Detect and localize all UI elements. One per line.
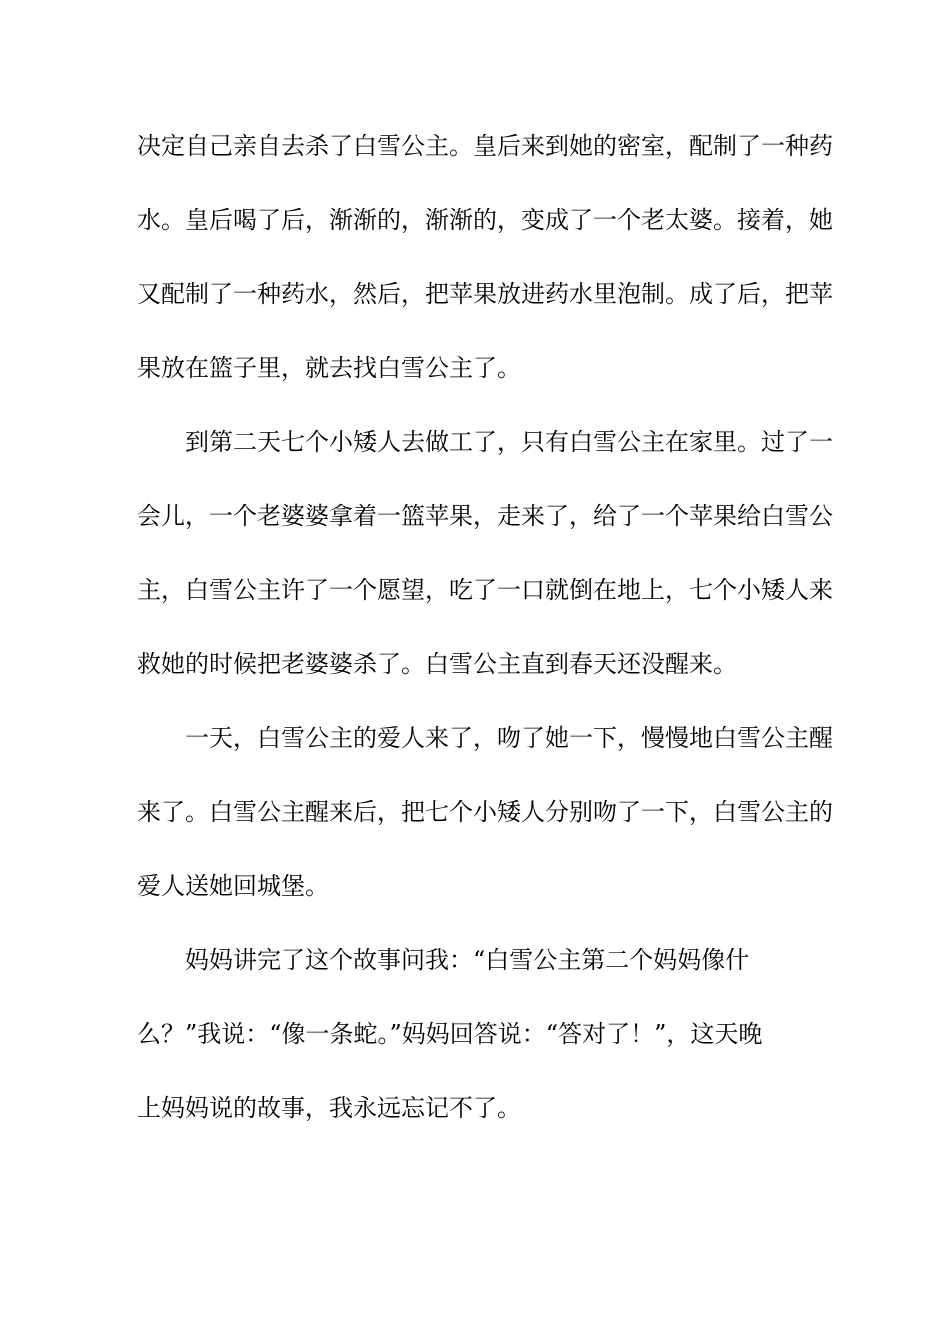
paragraph: [137, 714, 837, 936]
text-line: 又配制了一种药水，然后，把苹果放进药水里泡制。成了后，把苹: [137, 280, 833, 308]
text-line: 来了。白雪公主醒来后，把七个小矮人分别吻了一下，白雪公主的: [137, 798, 833, 826]
paragraph: [137, 122, 837, 418]
paragraph: [137, 936, 837, 1158]
text-line: 到第二天七个小矮人去做工了，只有白雪公主在家里。过了一: [185, 428, 833, 456]
text-line: 爱人送她回城堡。: [137, 872, 329, 900]
text-line: 么？”我说：“像一条蛇。”妈妈回答说：“答对了！”，这天晚: [137, 1020, 763, 1048]
paragraph: [137, 418, 837, 714]
text-line: 会儿，一个老婆婆拿着一篮苹果，走来了，给了一个苹果给白雪公: [137, 502, 833, 530]
text-line: 果放在篮子里，就去找白雪公主了。: [137, 354, 521, 382]
text-line: 救她的时候把老婆婆杀了。白雪公主直到春天还没醒来。: [137, 650, 737, 678]
text-line: 决定自己亲自去杀了白雪公主。皇后来到她的密室，配制了一种药: [137, 132, 833, 160]
text-line: 妈妈讲完了这个故事问我：“白雪公主第二个妈妈像什: [185, 946, 750, 974]
text-line: 水。皇后喝了后，渐渐的，渐渐的，变成了一个老太婆。接着，她: [137, 206, 833, 234]
text-line: 上妈妈说的故事，我永远忘记不了。: [137, 1094, 521, 1122]
text-line: 主，白雪公主许了一个愿望，吃了一口就倒在地上，七个小矮人来: [137, 576, 833, 604]
story-text: [137, 122, 837, 1158]
text-line: 一天，白雪公主的爱人来了，吻了她一下，慢慢地白雪公主醒: [185, 724, 833, 752]
